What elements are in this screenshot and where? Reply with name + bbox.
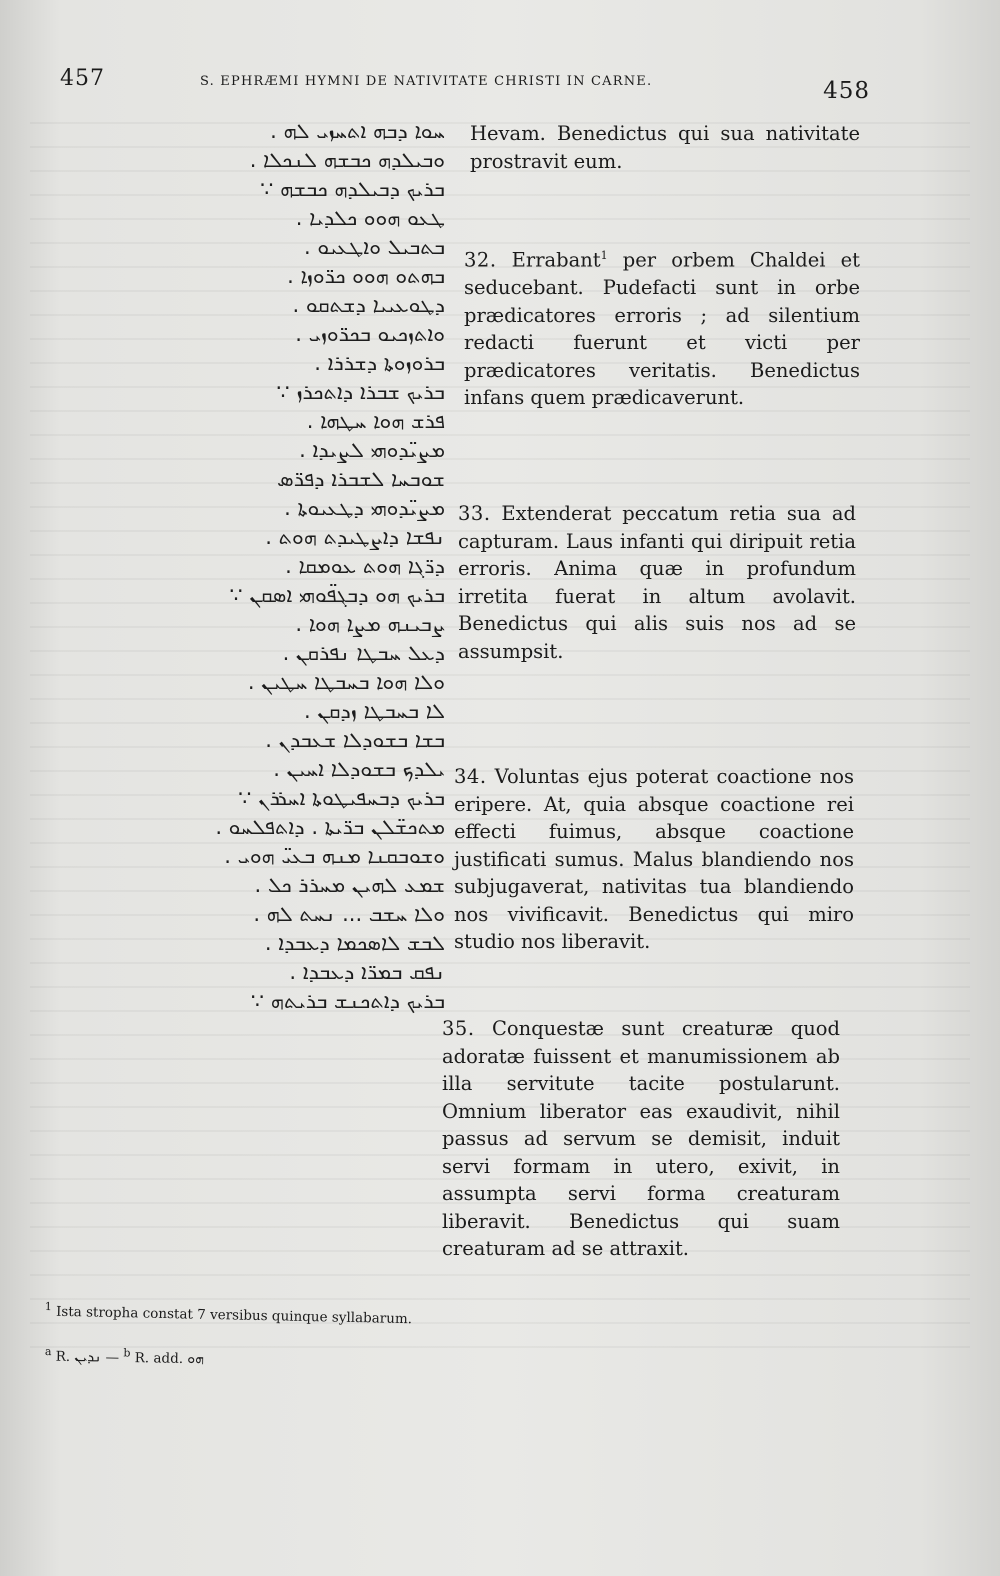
paragraph-text: Conquestæ sunt creaturæ quod adoratæ fuissent et manumissionem ab illa servitute tacite postularunt. Omnium liberator eas exaudivit, nihil passus ad servum se demisit, induit servi formam in utero, exivit, in assumpta servi forma creaturam liberavit. Benedictus qui suam creaturam ad se attraxit. (442, 1017, 841, 1260)
syriac-verse-line: ܡܨܝ̈ܕܘܗܝ ܕܛܥܝܘܬܐ . (284, 496, 445, 520)
syriac-verse-line: ܘܒܝܠܕܗ ܟܒܫܗ ܠܢܟܠܐ . (249, 148, 445, 172)
paragraph-text: Extenderat peccatum retia sua ad capturam. Laus infanti qui diripuit retia erroris. Anima quæ in profundum irretita fuerat in altum avolavit. Benedictus qui alis suis nos ad se assumpsit. (458, 502, 856, 663)
syriac-verse-line: ܠܐ ܒܚܒܛܐ ܙܕܩܢ . (304, 699, 445, 723)
footnote-variants (45, 1345, 204, 1367)
syriac-verse-line: ܢܦܩ ܒܡܪ̈ܐ ܕܥܒܕܐ . (289, 960, 445, 984)
paragraph-number: 35. (442, 1017, 475, 1040)
footnote-1 (45, 1300, 413, 1327)
syriac-text-column (170, 117, 445, 1016)
footnote-syriac: ܗܘ (187, 1350, 205, 1368)
syriac-verse-line: ܘܐܬܙܟܝܘ ܒܟܪ̈ܘܙܝ . (295, 322, 445, 346)
latin-paragraph-33 (458, 500, 856, 665)
footnote-marker: 1 (600, 249, 608, 262)
syriac-verse-line: ܒܪܝܟ ܕܒܝܠܕܗ ܟܒܫܗ ∵ (260, 177, 445, 201)
syriac-verse-line: ܒܪܝܟ ܗܘ ܕܒܓܦ̈ܘܗܝ ܐܣܩܢ ∵ (229, 583, 445, 607)
syriac-verse-line: ܘܫܘܒܩܢܐ ܡܢܗ ܒܥܝ̈ ܗܘܝ . (224, 844, 445, 868)
syriac-verse-line: ܢܦܫܐ ܕܐܨܛܝܕܬ ܗܘܬ . (265, 525, 445, 549)
syriac-verse-line: ܝܠܕܟ ܒܫܘܕܠܐ ܐܚܝܢ . (273, 757, 445, 781)
syriac-verse-line: ܦܪܫ ܗܘܐ ܚܛܗܐ . (306, 409, 445, 433)
page-number-left: 457 (60, 66, 105, 91)
footnote-marker: 1 (44, 1300, 52, 1314)
latin-paragraph-31-end: Hevam. Benedictus qui sua nativitate prostravit eum. (470, 122, 860, 173)
latin-paragraph-34 (454, 763, 854, 956)
page-number-right: 458 (823, 78, 870, 104)
syriac-verse-line: ܒܗܬܘ ܗܘܘ ܟܪ̈ܘܙܐ . (287, 264, 445, 288)
footnote-text: R. add. (134, 1350, 184, 1367)
footnote-marker: a (44, 1345, 52, 1359)
syriac-verse-line: ܕܥܠ ܚܒܛܐ ܢܦܪܩܢ . (282, 641, 445, 665)
latin-paragraph-35 (442, 1015, 840, 1263)
syriac-verse-line: ܒܬܒܝܠ ܘܐܛܥܝܘ . (303, 235, 445, 259)
syriac-verse-line: ܨܒܝܢܗ ܡܨܐ ܗܘܐ . (295, 612, 445, 636)
footnote-text: R. (55, 1348, 71, 1365)
paragraph-number: 33. (458, 502, 491, 525)
syriac-verse-line: ܒܪܝܟ ܕܒܚܦܝܛܘܬܐ ܐܚܪܪܢ ∵ (238, 786, 445, 810)
paragraph-number: 34. (454, 765, 487, 788)
syriac-verse-line: ܘܠܐ ܚܫܒ ... ܢܚܬ ܠܗ . (253, 902, 445, 926)
footnote-text: Ista stropha constat 7 versibus quinque syllabarum. (55, 1303, 413, 1328)
syriac-verse-line: ܫܘܒܚܐ ܠܫܒܪܐ ܕܦܪ̈ܣ (277, 467, 445, 491)
syriac-verse-line: ܡܨܝ̈ܕܘܗܝ ܠܨܝܕܐ . (299, 438, 445, 462)
paragraph-text: per orbem Chaldei et seducebant. Pudefacti sunt in orbe prædicatores erroris ; ad silentium redacti fuerunt et victi per prædicatores veritatis. Benedictus infans quem prædicaverunt. (464, 248, 861, 409)
syriac-verse-line: ܛܥܘ ܗܘܘ ܟܠܕܝܐ . (295, 206, 445, 230)
syriac-verse-line: ܠܒܫ ܠܐܣܟܡܐ ܕܥܒܕܐ . (264, 931, 445, 955)
running-title: S. EPHRÆMI HYMNI DE NATIVITATE CHRISTI IN CARNE. (200, 74, 653, 89)
syriac-verse-line: ܕܛܘܥܝܝܐ ܕܫܬܩܘ . (292, 293, 445, 317)
syriac-verse-line: ܒܪܘܙܘܬܐ ܕܫܪܪܐ . (314, 351, 445, 375)
paragraph-number: 32. (464, 248, 497, 272)
footnote-text: — (105, 1349, 120, 1366)
latin-paragraph-32 (464, 242, 860, 412)
syriac-verse-line: ܒܫܐ ܒܫܘܕܠܐ ܫܥܒܕܢ . (265, 728, 445, 752)
footnote-marker: b (123, 1346, 131, 1360)
page-header (60, 66, 870, 106)
syriac-verse-line: ܫܡܥ ܠܗܝܢ ܡܚܪܪ ܟܠ . (254, 873, 445, 897)
syriac-verse-line: ܘܠܐ ܗܘܐ ܒܚܒܛܐ ܚܛܝܢ . (247, 670, 445, 694)
footnote-syriac: ܢܕܝܢ (74, 1349, 102, 1366)
syriac-verse-line: ܕܪ̈ܓܐ ܗܘܬ ܥܘܡܩܐ . (285, 554, 445, 578)
syriac-verse-line: ܡܬܟܫ̈ܠܢ ܒܪ̈ܝܬܐ . ܕܐܬܦܠܚܘ . (215, 815, 445, 839)
paragraph-text: Errabant (511, 248, 601, 272)
syriac-verse-line: ܚܘܐ ܕܒܗ ܐܬܚܙܝ ܠܗ . (270, 119, 445, 143)
syriac-verse-line: ܒܪܝܟ ܫܒܪܐ ܕܐܬܟܪܙ ∵ (276, 380, 445, 404)
syriac-verse-line: ܒܪܝܟ ܕܐܬܟܢܫ ܒܪܝܬܗ ∵ (250, 989, 445, 1013)
paragraph-text: Voluntas ejus poterat coactione nos eripere. At, quia absque coactione rei effecti fuimus, absque coactione justificati sumus. Malus blandiendo nos subjugaverat, nativitas tua blandiendo nos vivificavit. Benedictus qui miro studio nos liberavit. (454, 765, 855, 953)
